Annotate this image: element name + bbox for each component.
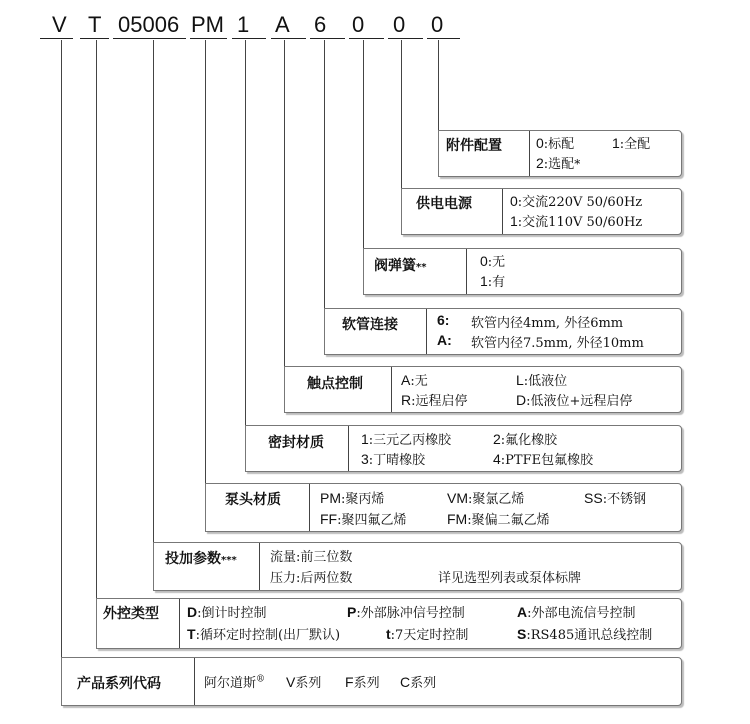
option: 0:无 [480, 253, 506, 270]
option: 3:丁晴橡胶 [361, 451, 426, 468]
code-segment-accessory: 0 [431, 12, 444, 37]
code-segment-spring: 0 [352, 12, 365, 37]
series-option: F系列 [345, 674, 380, 691]
connector-line [324, 40, 325, 334]
connector-line [96, 40, 97, 628]
row-label: 阀弹簧** [374, 258, 427, 274]
row-divider [502, 189, 503, 234]
row-divider [194, 658, 195, 705]
option: 0:交流220V 50/60Hz [510, 193, 643, 210]
param-pressure: 压力:后两位数 [270, 571, 353, 586]
code-underline [310, 38, 345, 39]
row-series [61, 657, 682, 706]
option: S:RS485通讯总线控制 [517, 626, 653, 643]
row-label: 投加参数*** [165, 551, 237, 567]
row-divider [529, 131, 530, 176]
option: D:倒计时控制 [187, 604, 267, 621]
param-note: 详见选型列表或泵体标牌 [438, 571, 582, 586]
code-segment-hose: 6 [314, 12, 327, 37]
connector-line [61, 40, 62, 680]
code-segment-series: V [52, 12, 67, 37]
connector-line [363, 40, 364, 273]
option: 软管内径7.5mm, 外径10mm [471, 336, 644, 351]
row-divider [391, 367, 392, 412]
row-label: 供电电源 [416, 196, 472, 212]
option: VM:聚氯乙烯 [447, 490, 525, 507]
row-divider [259, 543, 260, 590]
param-flow: 流量:前三位数 [270, 550, 353, 565]
option: FM:聚偏二氟乙烯 [447, 511, 550, 528]
option: T:循环定时控制(出厂默认) [187, 626, 341, 643]
option: R:远程启停 [401, 392, 468, 409]
row-accessory [438, 130, 682, 177]
option: 软管内径4mm, 外径6mm [471, 316, 624, 331]
row-divider [179, 599, 180, 648]
row-label: 外控类型 [103, 606, 159, 622]
option: 4:PTFE包氟橡胶 [493, 451, 594, 468]
code-underline [190, 38, 227, 39]
row-seal [245, 425, 682, 472]
row-contact [284, 366, 682, 413]
row-params [153, 542, 682, 591]
row-label: 软管连接 [342, 317, 398, 333]
code-underline [80, 38, 109, 39]
option: 2:氟化橡胶 [493, 431, 558, 448]
option: SS:不锈钢 [584, 490, 647, 507]
row-label: 产品系列代码 [77, 676, 161, 692]
row-label: 触点控制 [307, 376, 363, 392]
option: A:无 [401, 372, 428, 389]
code-underline [388, 38, 423, 39]
connector-line [284, 40, 285, 392]
code-underline [40, 38, 73, 39]
series-option: C系列 [400, 674, 437, 691]
row-divider [309, 484, 310, 531]
code-underline [113, 38, 186, 39]
series-brand: 阿尔道斯® [204, 674, 266, 691]
code-segment-head: PM [191, 12, 224, 37]
option: D:低液位+远程启停 [516, 392, 633, 409]
row-head [205, 483, 682, 532]
connector-line [153, 40, 154, 563]
code-segment-power: 0 [393, 12, 406, 37]
option: P:外部脉冲信号控制 [347, 604, 465, 621]
option: A: [437, 332, 452, 348]
row-power [401, 188, 682, 235]
row-divider [466, 249, 467, 294]
row-label: 泵头材质 [225, 492, 281, 508]
option: t:7天定时控制 [386, 626, 469, 643]
option: 0:标配 [536, 135, 575, 152]
row-divider [348, 426, 349, 471]
option: FF:聚四氟乙烯 [320, 511, 407, 528]
option: 1:三元乙丙橡胶 [361, 431, 452, 448]
option: 1:全配 [612, 135, 651, 152]
code-segment-seal: 1 [237, 12, 250, 37]
option: A:外部电流信号控制 [517, 604, 636, 621]
option: 6: [437, 312, 450, 328]
row-divider [426, 309, 427, 354]
option: 1:交流110V 50/60Hz [510, 213, 643, 230]
code-segment-external: T [88, 12, 102, 37]
connector-line [205, 40, 206, 507]
option: 1:有 [480, 273, 506, 290]
code-underline [349, 38, 384, 39]
code-underline [232, 38, 266, 39]
code-segment-contact: A [275, 12, 290, 37]
option: L:低液位 [516, 372, 568, 389]
row-label: 附件配置 [446, 138, 502, 154]
code-underline [271, 38, 306, 39]
row-spring [363, 248, 682, 295]
row-label: 密封材质 [268, 435, 324, 451]
row-external [96, 598, 682, 649]
series-option: V系列 [286, 674, 322, 691]
option: PM:聚丙烯 [320, 490, 385, 507]
connector-line [245, 40, 246, 449]
row-hose [324, 308, 682, 355]
code-segment-params: 05006 [118, 12, 180, 37]
option: 2:选配* [536, 155, 581, 172]
code-underline [427, 38, 460, 39]
